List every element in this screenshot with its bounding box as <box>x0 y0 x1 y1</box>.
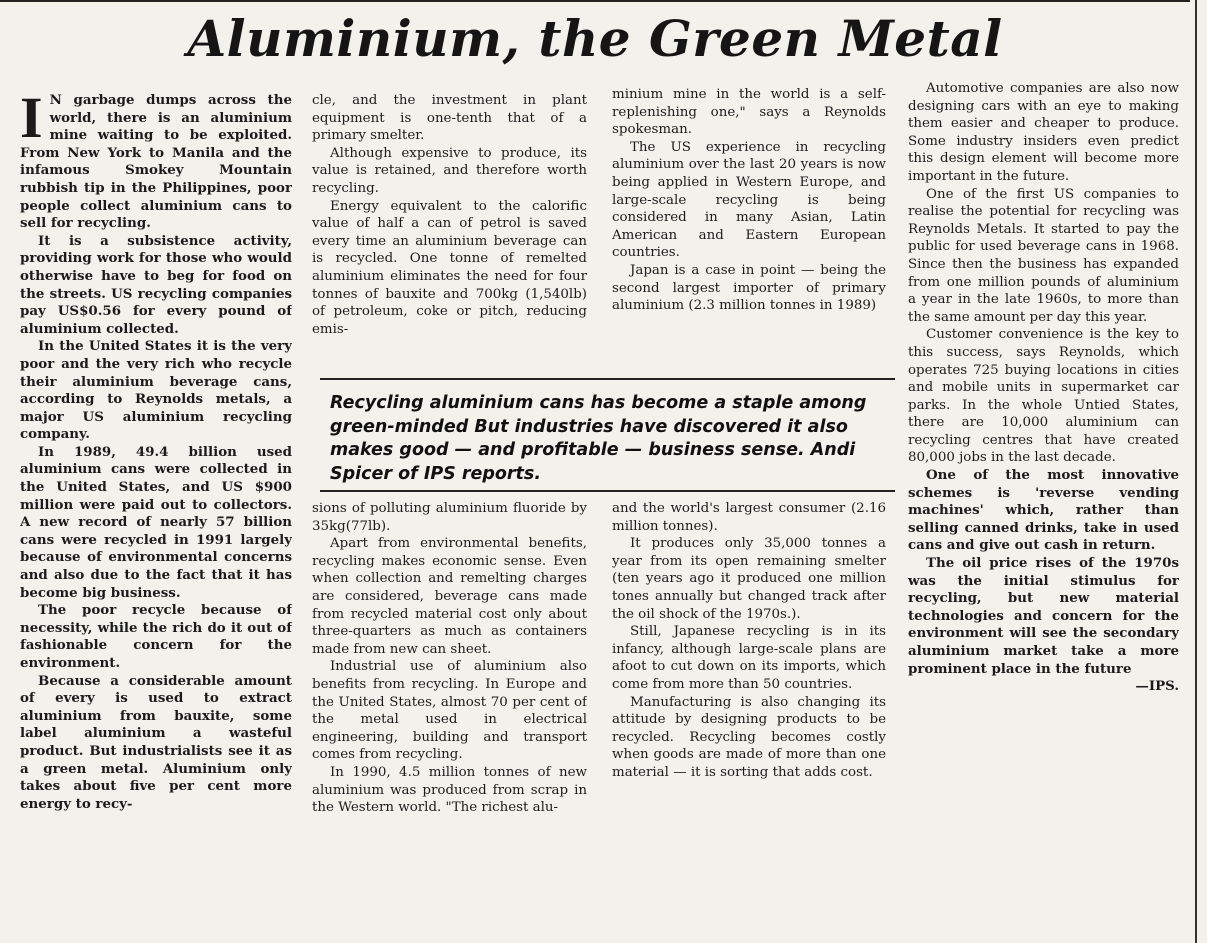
col2-bottom-paragraph-4: In 1990, 4.5 million tonnes of new aluminium was produced from scrap in the Western world. "The richest alu- <box>312 764 587 816</box>
top-rule <box>0 0 1190 2</box>
column-3-bottom <box>612 500 886 916</box>
signoff: —IPS. <box>1135 678 1179 695</box>
standfirst-text: Recycling aluminium cans has become a staple among green-minded But industries have discovered it also makes good — and profitable — business sense. Andi Spicer of IPS reports. <box>330 393 867 484</box>
col3-bottom-paragraph-4: Manufacturing is also changing its attitude by designing products to be recycled. Recycling becomes costly when goods are made of more than one material — it is sorting that adds cost. <box>612 694 886 780</box>
col3-bottom-paragraph-3: Still, Japanese recycling is in its infancy, although large-scale plans are afoot to cut down on its imports, which come from more than 50 countries. <box>612 624 886 692</box>
col3-top-paragraph-2: The US experience in recycling aluminium over the last 20 years is now being applied in Western Europe, and large-scale recycling is being considered in many Asian, Latin American and Eastern European countries. <box>612 139 886 261</box>
headline: Aluminium, the Green Metal <box>187 9 1003 68</box>
column-3-top <box>612 86 886 378</box>
col2-top-paragraph-2: Although expensive to produce, its value is retained, and therefore worth recycling. <box>312 145 587 196</box>
drop-cap: I <box>20 92 43 150</box>
column-1 <box>20 92 292 937</box>
col4-paragraph-3: Customer convenience is the key to this success, says Reynolds, which operates 725 buying locations in cities and mobile units in supermarket car parks. In the whole Untied States, there are 10,000 aluminium can recycling centres that have created 80,000 jobs in the last decade. <box>908 327 1179 466</box>
col4-paragraph-4: One of the most innovative schemes is 'reverse vending machines' which, rather than selling canned drinks, take in used cans and give out cash in return. <box>908 467 1179 554</box>
col1-paragraph-2: It is a subsistence activity, providing work for those who would otherwise have to beg for food on the streets. US recycling companies pay US$0.56 for every pound of aluminium collected. <box>20 232 292 337</box>
col2-bottom-paragraph-1: sions of polluting aluminium fluoride by 35kg(77lb). <box>312 501 587 534</box>
col3-bottom-paragraph-2: It produces only 35,000 tonnes a year from its open remaining smelter (ten years ago it produced one million tones annually but changed track after the oil shock of the 1970s.). <box>612 536 886 622</box>
col3-bottom-paragraph-1: and the world's largest consumer (2.16 million tonnes). <box>612 501 886 534</box>
col3-top-paragraph-1: minium mine in the world is a self-replenishing one," says a Reynolds spokesman. <box>612 87 886 138</box>
col4-paragraph-5: The oil price rises of the 1970s was the initial stimulus for recycling, but new material technologies and concern for the environment will see the secondary aluminium market take a more prominent place in the future —IPS. <box>908 555 1179 695</box>
col2-bottom-paragraph-2: Apart from environmental benefits, recycling makes economic sense. Even when collection and remelting charges are considered, beverage cans made from recycled material cost only about three-quarters as much as containers made from new can sheet. <box>312 536 587 657</box>
col2-top-paragraph-1: cle, and the investment in plant equipment is one-tenth that of a primary smelter. <box>312 93 587 144</box>
standfirst-box <box>320 378 895 492</box>
column-2-top <box>312 92 587 376</box>
col4-paragraph-1: Automotive companies are also now designing cars with an eye to making them easier and cheaper to produce. Some industry insiders even predict this design element will become more important in the future. <box>908 81 1179 184</box>
col4-paragraph-2: One of the first US companies to realise the potential for recycling was Reynolds Metals. It started to pay the public for used beverage cans in 1968. Since then the business has expanded from one million pounds of aluminium a year in the late 1960s, to more than the same amount per day this year. <box>908 186 1179 325</box>
col3-top-paragraph-3: Japan is a case in point — being the second largest importer of primary aluminium (2.3 million tonnes in 1989) <box>612 262 886 314</box>
col2-bottom-paragraph-3: Industrial use of aluminium also benefits from recycling. In Europe and the United States, almost 70 per cent of the metal used in electrical engineering, building and transport comes from recycling. <box>312 659 587 763</box>
column-4 <box>908 80 1179 914</box>
column-2-bottom <box>312 500 587 930</box>
col1-paragraph-1: I N garbage dumps across the world, there is an aluminium mine waiting to be exploited. From New York to Manila and the infamous Smokey Mountain rubbish tip in the Philippines, poor people collect aluminium cans to sell for recycling. <box>20 92 292 232</box>
col1-paragraph-3: In the United States it is the very poor and the very rich who recycle their aluminium beverage cans, according to Reynolds metals, a major US aluminium recycling company. <box>20 338 292 443</box>
col2-top-paragraph-3: Energy equivalent to the calorific value of half a can of petrol is saved every time an aluminium beverage can is recycled. One tonne of remelted aluminium eliminates the need for four tonnes of bauxite and 700kg (1,540lb) of petroleum, coke or pitch, reducing emis- <box>312 198 587 337</box>
col1-paragraph-5: The poor recycle because of necessity, while the rich do it out of fashionable concern for the environment. <box>20 602 292 671</box>
col1-paragraph-6: Because a considerable amount of every is used to extract aluminium from bauxite, some label aluminium a wasteful product. But industrialists see it as a green metal. Aluminium only takes about five per cent more energy to recy- <box>20 672 292 812</box>
right-rule <box>1195 0 1197 943</box>
col1-paragraph-4: In 1989, 49.4 billion used aluminium cans were collected in the United States, and US $900 million were paid out to collectors. A new record of nearly 57 billion cans were recycled in 1991 largely because of environmental concerns and also due to the fact that it has become big business. <box>20 443 292 601</box>
